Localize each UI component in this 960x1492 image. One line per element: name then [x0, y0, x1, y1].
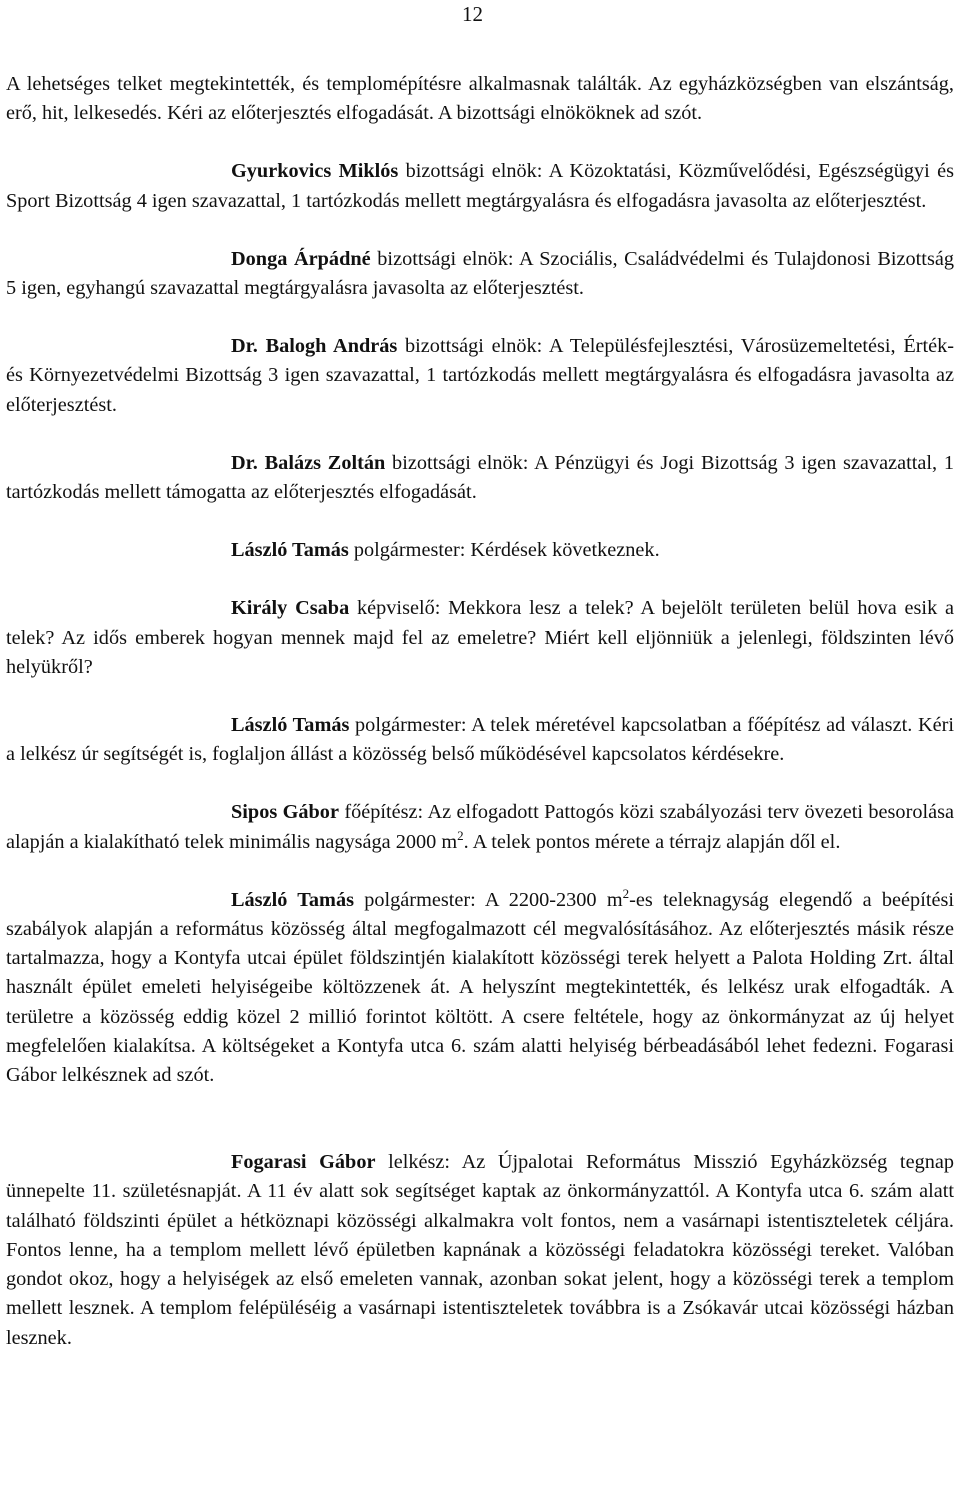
speaker-name: Dr. Balázs Zoltán	[231, 451, 386, 474]
speaker-name: Sipos Gábor	[231, 801, 339, 824]
paragraph-text: polgármester: Kérdések következnek.	[348, 539, 660, 562]
superscript: 2	[622, 885, 630, 901]
paragraph-7	[6, 594, 954, 682]
paragraph-text: főépítész: Az elfogadott Pattogós közi szabályozási terv övezeti besorolása alapján a kialakítható telek minimális nagysága 2000 m	[6, 801, 954, 853]
paragraph-text: bizottsági elnök: A Településfejlesztési, Városüzemeltetési, Érték- és Környezetvédelmi Bizottság 3 igen szavazattal, 1 tartózkodás mellett megtárgyalásra és elfogadásra javasolta az előterjesztést.	[6, 335, 954, 416]
speaker-name: László Tamás	[231, 888, 354, 911]
paragraph-11	[6, 1148, 954, 1352]
paragraph-text: polgármester: A telek méretével kapcsolatban a főépítész ad választ. Kéri a lelkész úr segítségét is, foglaljon állást a közösség belső működésével kapcsolatos kérdésekre.	[6, 714, 954, 766]
speaker-name: Fogarasi Gábor	[231, 1151, 376, 1174]
superscript: 2	[457, 827, 464, 843]
speaker-name: Király Csaba	[231, 597, 350, 620]
paragraph-3	[6, 245, 954, 303]
paragraph-8	[6, 711, 954, 769]
document-body	[6, 70, 954, 1353]
paragraph-4	[6, 332, 954, 420]
speaker-name: Gyurkovics Miklós	[231, 160, 399, 183]
paragraph-text: A lehetséges telket megtekintették, és templomépítésre alkalmasnak találták. Az egyházközségben van elszántság, erő, hit, lelkesedés. Kéri az előterjesztés elfogadását. A bizottsági elnököknek ad szót.	[6, 73, 954, 125]
speaker-name: László Tamás	[231, 714, 350, 737]
paragraph-1	[6, 70, 954, 128]
paragraph-10	[6, 886, 954, 1090]
paragraph-2	[6, 157, 954, 215]
speaker-name: Donga Árpádné	[231, 247, 371, 270]
paragraph-text: polgármester: A 2200-2300 m	[353, 888, 623, 911]
paragraph-text: lelkész: Az Újpalotai Református Misszió Egyházközség tegnap ünnepelte 11. születésnapját. A 11 év alatt sok segítséget kaptak az önkormányzattól. A Kontyfa utca 6. szám alatt található földszinti épület a hétköznapi közösségi alkalmakra volt fontos, nem a vasárnapi istentiszteletek céljára. Fontos lenne, ha a templom mellett lévő épületben kapnának a közösségi feladatokra közösségi tereket. Valóban gondot okoz, hogy a helyiségek az első emeleten vannak, azonban sokat jelent, hogy a közösségi terek a templom mellett lesznek. A templom felépüléséig a vasárnapi istentiszteletek továbbra is a Zsókavár utcai közösségi házban lesznek.	[6, 1151, 954, 1349]
page-number: 12	[462, 2, 483, 26]
paragraph-text: bizottsági elnök: A Szociális, Családvédelmi és Tulajdonosi Bizottság 5 igen, egyhangú szavazattal megtárgyalásra javasolta az előterjesztést.	[6, 247, 954, 300]
paragraph-text: képviselő: Mekkora lesz a telek? A bejelölt területen belül hova esik a telek? Az idős emberek hogyan mennek majd fel az emeletre? Miért kell eljönniük a jelenlegi, földszinten lévő helyükről?	[6, 597, 954, 678]
paragraph-text-after: . A telek pontos mérete a térrajz alapján dől el.	[463, 830, 841, 853]
paragraph-5	[6, 449, 954, 507]
speaker-name: Dr. Balogh András	[231, 335, 398, 358]
paragraph-6	[6, 536, 954, 565]
paragraph-text: bizottsági elnök: A Pénzügyi és Jogi Bizottság 3 igen szavazattal, 1 tartózkodás mellett támogatta az előterjesztés elfogadását.	[6, 451, 954, 504]
speaker-name: László Tamás	[231, 539, 349, 562]
paragraph-text-after: -es teleknagyság elegendő a beépítési szabályok alapján a református közösség által megfogalmazott cél megvalósításához. Az előterjesztés másik része tartalmazza, hogy a Kontyfa utcai épület földszintjén kialakított közösségi terek helyett a Palota Holding Zrt. által használt épület emeleti helyiségeibe költözzenek át. A helyszínt megtekintették, és lelkész urak elfogadták. A területre a közösség eddig közel 2 millió forintot költött. A csere feltétele, hogy az önkormányzat az új helyet megfelelően kialakítsa. A költségeket a Kontyfa utca 6. szám alatti helyiség bérbeadásából lehet fedezni. Fogarasi Gábor lelkésznek ad szót.	[6, 888, 954, 1087]
paragraph-9	[6, 798, 954, 856]
paragraph-text: bizottsági elnök: A Közoktatási, Közművelődési, Egészségügyi és Sport Bizottság 4 igen szavazattal, 1 tartózkodás mellett megtárgyalásra és elfogadásra javasolta az előterjesztést.	[6, 160, 954, 212]
